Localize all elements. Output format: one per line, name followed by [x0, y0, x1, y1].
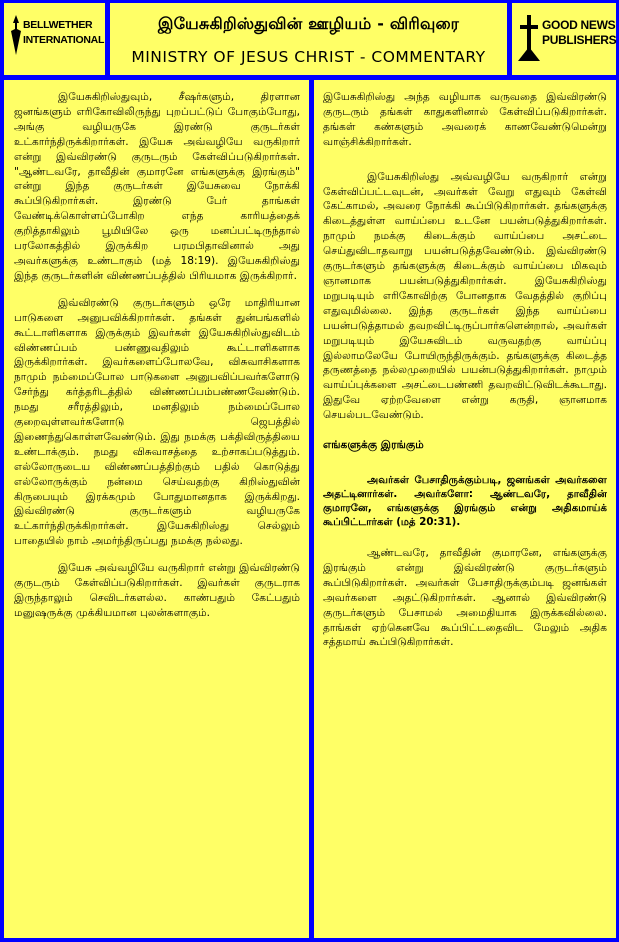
right-logo-text: GOOD NEWS PUBLISHERS — [542, 18, 617, 47]
left-logo-text: BELLWETHER INTERNATIONAL — [23, 19, 105, 46]
paragraph — [14, 296, 300, 549]
paragraph — [323, 90, 607, 150]
page-title-tamil: இயேசுகிறிஸ்துவின் ஊழியம் - விரிவுரை — [157, 14, 460, 33]
paragraph — [14, 561, 300, 621]
quote-text: அவர்கள் பேசாதிருக்கும்படி, ஜனங்கள் அவர்களை அதட்டினார்கள். அவர்களோ: ஆண்டவரே, தாவீதின் குமாரனே, எங்களுக்கு இரங்கும் என்று அதிகமாய்க் கூப்பிட்டார்கள் (மத் 20:31). — [323, 475, 607, 529]
paragraph-text: இயேசுகிறிஸ்து அவ்வழியே வருகிறார் என்று கேள்விப்பட்டவுடன், அவர்கள் வேறு எதுவும் கேள்வி கேட்காமல், அவரை நோக்கி கூப்பிடுகிறார்கள். தங்களுக்கு கிடைத்துள்ள வாய்ப்பை உடனே பயன்படுத்துகிறார்கள். நாமும் நமக்கு கிடைக்கும் வாய்ப்பை அசட்டை செய்துவிடாதவாறு பயன்படுத்தவேண்டும். இவ்விரண்டு குருடர்களும் தங்களுக்கு கிடைக்கும் வாய்ப்பை மிகவும் ஞானமாக பயன்படுத்துகிறார்கள். இயேசுகிறிஸ்து மறுபடியும் எரிகோவிற்கு போனதாக வேதத்தில் குறிப்பு எதுவுமில்லை. இந்த குருடர்கள் இந்த வாய்ப்பை பயன்படுத்தாமல் தவறவிட்டிருப்பார்களென்றால், அவர்கள் மறுபடியும் இயேசுவிடம் வருவதற்கு வாய்ப்பு இல்லாமலேயே போயிருந்திருக்கும். தங்களுக்கு கிடைத்த தருணத்தை நல்லமுறையில் பயன்படுத்துகிறார்கள். நாமும் வாய்ப்புக்களை அசட்டைபண்ணி தவறவிட்டுவிடக்கூடாது. இதுவே ஏற்றவேளை என்று கருதி, ஞானமாக செயல்படவேண்டும். — [323, 170, 607, 422]
left-column — [4, 80, 309, 938]
paragraph-text: இயேசுகிறிஸ்துவும், சீஷர்களும், திரளான ஜனங்களும் எரிகோவிலிருந்து புறப்பட்டுப் போகும்போது, அங்கு வழியருகே இரண்டு குருடர்கள் உட்கார்ந்திருக்கிறார்கள். இயேசு அவ்வழியே வருகிறார் என்று இவ்விரண்டு குருடரும் கேள்விப்படுகிறார்கள். "ஆண்டவரே, தாவீதின் குமாரனே எங்களுக்கு இரங்கும்" என்று இந்த குருடர்கள் இயேசுவை நோக்கி கூப்பிடுகிறார்கள். இரண்டு பேர் தாங்கள் வேண்டிக்கொள்ளப்போகிற எந்த காரியத்தைக் குறித்தாகிலும் பூமியிலே ஒரு மனப்பட்டிருந்தால் பரலோகத்தில் இருக்கிற பரமபிதாவினால் அது அவர்களுக்கு உண்டாகும் (மத் 18:19). இயேசுகிறிஸ்து இந்த குருடர்களின் விண்ணப்பத்தில் பிரியமாக இருக்கிறார். — [14, 91, 300, 282]
page-header — [110, 3, 507, 75]
right-column — [314, 80, 616, 938]
paragraph-text: இவ்விரண்டு குருடர்களும் ஒரே மாதிரியான பாடுகளை அனுபவிக்கிறார்கள். தங்கள் துன்பங்களில் கூட்டாளிகளாக இருக்கும் இவர்கள் இயேசுகிறிஸ்துவிடம் விண்ணப்பம் பண்ணுவதிலும் கூட்டாளிகளாக இருக்கிறார்கள். இவர்களைப்போலவே, விசுவாசிகளாக நாமும் நம்மைப்போல பாடுகளை அனுபவிப்பவர்களோடு சேர்ந்து கர்த்தரிடத்தில் விண்ணப்பம்பண்ணவேண்டும். நமது சரீரத்திலும், மனதிலும் நம்மைப்போல குறைவுள்ளவர்களோடு ஜெபத்தில் இணைந்துகொள்ளவேண்டும். இது நமக்கு பக்திவிருத்தியை உண்டாக்கும். நமது விசுவாசத்தை உற்சாகப்படுத்தும். எல்லோருடைய விண்ணப்பத்திற்கும் பதில் கொடுத்து எல்லோருக்கும் நன்மை செய்வதற்கு கிறிஸ்துவின் கிருபையும் இரக்கமும் போதுமானதாக இருக்கிறது. இவ்விரண்டு குருடர்களும் வழியருகே உட்கார்ந்திருக்கிறார்கள். இயேசுகிறிஸ்து செல்லும் பாதையில் நாம் அமர்ந்திருப்பது நமக்கு நல்லது. — [14, 296, 300, 548]
section-heading: எங்களுக்கு இரங்கும் — [323, 439, 424, 452]
page-title-english: MINISTRY OF JESUS CHRIST - COMMENTARY — [131, 48, 486, 66]
good-news-logo — [512, 3, 616, 75]
bellwether-logo — [4, 3, 105, 75]
paragraph — [323, 546, 607, 650]
paragraph-text: இயேசுகிறிஸ்து அந்த வழியாக வருவதை இவ்விரண்டு குருடரும் தங்கள் காதுகளினால் கேள்விப்படுகிறார்கள். தங்கள் கண்களும் அவரைக் காணவேண்டுமென்று வாஞ்சிக்கிறார்கள். — [323, 91, 607, 148]
paragraph — [14, 90, 300, 284]
paragraph-text: இயேசு அவ்வழியே வருகிறார் என்று இவ்விரண்டு குருடரும் கேள்விப்படுகிறார்கள். இவர்கள் குருடராக இருந்தாலும் செவிடர்களல்ல. காண்பதும் கேட்பதும் மனுஷருக்கு முக்கியமான புலன்களாகும். — [14, 562, 300, 619]
paragraph-text: ஆண்டவரே, தாவீதின் குமாரனே, எங்களுக்கு இரங்கும் என்று இவ்விரண்டு குருடர்களும் கூப்பிடுகிறார்கள். அவர்கள் பேசாதிருக்கும்படி ஜனங்கள் அவர்களை அதட்டுகிறார்கள். ஆனால் இவ்விரண்டு குருடர்களும் பேசாமல் அமைதியாக இருக்கவில்லை. தாங்கள் ஏற்கெனவே கூப்பிட்டதைவிட மேலும் அதிக சத்தமாய் கூப்பிடுகிறார்கள். — [323, 547, 607, 649]
paragraph — [323, 170, 607, 423]
good-news-cross-icon — [518, 15, 540, 61]
scripture-quote — [323, 474, 607, 530]
bellwether-torch-icon — [10, 15, 22, 55]
